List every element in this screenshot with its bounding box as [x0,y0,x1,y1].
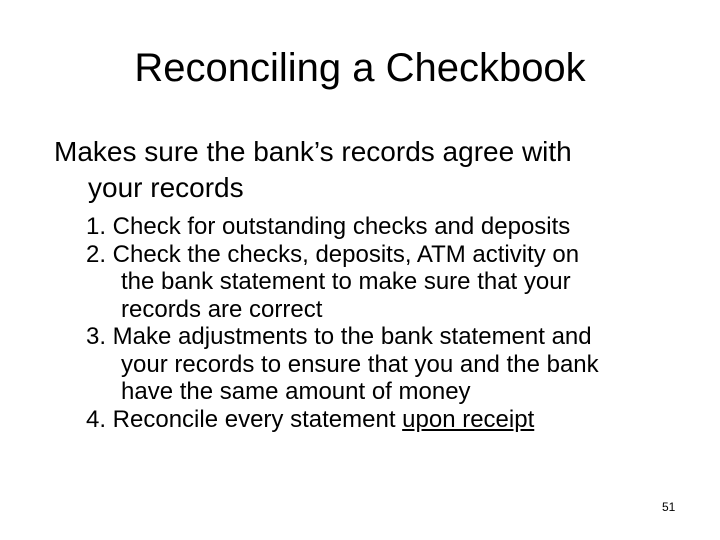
main-point-line: your records [88,172,244,203]
step-text: 4. Reconcile every statement [86,405,403,433]
step-line: have the same amount of money [121,378,471,405]
step-line: the bank statement to make sure that your [121,268,571,295]
step-line [86,406,706,434]
step-item [86,241,706,324]
page-number: 51 [662,500,676,514]
step-line: records are correct [121,295,323,323]
step-item [86,406,706,434]
slide-title: Reconciling a Checkbook [134,46,586,90]
step-item [86,213,706,241]
step-line: 1. Check for outstanding checks and deposits [86,213,571,240]
step-item [86,323,706,406]
step-line: 2. Check the checks, deposits, ATM activity on [86,240,580,268]
step-line: your records to ensure that you and the bank [121,350,599,378]
main-point [54,134,694,206]
underlined-emphasis: upon receipt [402,405,535,433]
step-list [86,213,706,433]
step-line: 3. Make adjustments to the bank statement and [86,323,592,350]
main-point-line: Makes sure the bank’s records agree with [54,136,572,167]
